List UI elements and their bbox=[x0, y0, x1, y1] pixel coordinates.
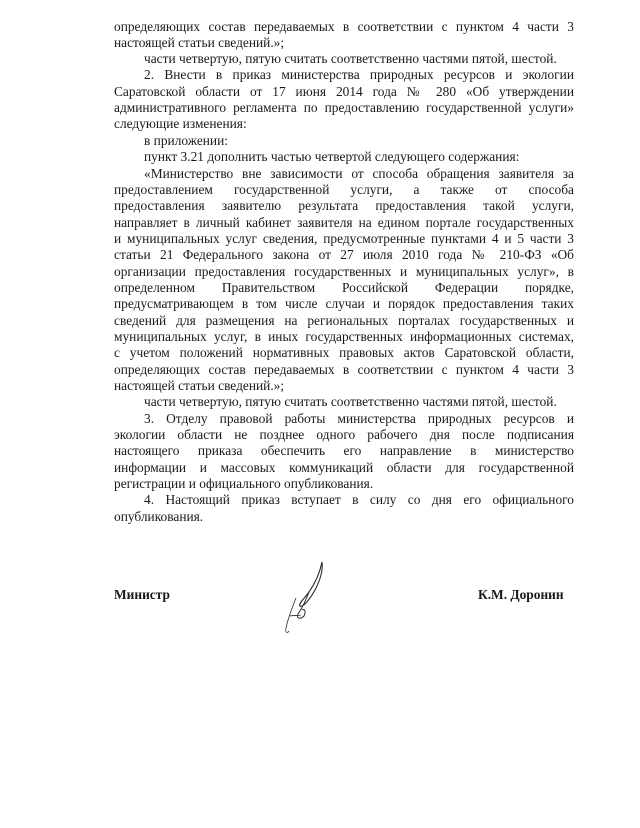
text-line: муниципальных услуг, в иных государственных информационных системах, bbox=[114, 329, 574, 344]
text-line: предусматривающем в том числе случаи и порядок предоставления таких bbox=[114, 296, 574, 311]
text-line: определяющих состав передаваемых в соответствии с пунктом 4 части 3 bbox=[114, 362, 574, 377]
text-line: информации и массовых коммуникаций области для государственной bbox=[114, 460, 574, 475]
text-line: предоставлением государственной услуги, а также от способа bbox=[114, 182, 574, 197]
text-line: организации предоставления государственных и муниципальных услуг», в bbox=[114, 264, 574, 279]
text-line: настоящей статьи сведений.»; bbox=[114, 378, 285, 393]
signer-position: Министр bbox=[114, 587, 170, 602]
text-line: определенном Правительством Российской Федерации порядке, bbox=[114, 280, 574, 295]
text-line: 3. Отделу правовой работы министерства природных ресурсов и bbox=[144, 411, 574, 426]
text-line: регистрации и официального опубликования. bbox=[114, 476, 374, 491]
text-line: опубликования. bbox=[114, 509, 204, 524]
text-line: части четвертую, пятую считать соответственно частями пятой, шестой. bbox=[144, 394, 557, 409]
handwritten-signature bbox=[276, 558, 346, 638]
text-line: Саратовской области от 17 июня 2014 года № 280 «Об утверждении bbox=[114, 84, 574, 99]
text-line: части четвертую, пятую считать соответственно частями пятой, шестой. bbox=[144, 51, 557, 66]
text-line: «Министерство вне зависимости от способа обращения заявителя за bbox=[144, 166, 574, 181]
text-line: направляет в личный кабинет заявителя на едином портале государственных bbox=[114, 215, 574, 230]
text-line: административного регламента по предоставлению государственной услуги» bbox=[114, 100, 574, 115]
signer-name: К.М. Доронин bbox=[478, 587, 564, 602]
text-line: пункт 3.21 дополнить частью четвертой следующего содержания: bbox=[144, 149, 520, 164]
text-line: 2. Внести в приказ министерства природных ресурсов и экологии bbox=[144, 67, 574, 82]
text-line: предоставления заявителю результата предоставления такой услуги, bbox=[114, 198, 574, 213]
text-line: следующие изменения: bbox=[114, 116, 247, 131]
text-line: и муниципальных услуг сведения, предусмотренные пунктами 4 и 5 части 3 bbox=[114, 231, 574, 246]
text-line: настоящего приказа обеспечить его направление в министерство bbox=[114, 443, 574, 458]
text-line: сведений для размещения на региональных порталах государственных и bbox=[114, 313, 574, 328]
text-line: экологии области не позднее одного рабочего дня после подписания bbox=[114, 427, 574, 442]
text-line: с учетом положений нормативных правовых актов Саратовской области, bbox=[114, 345, 574, 360]
text-line: настоящей статьи сведений.»; bbox=[114, 35, 285, 50]
text-line: 4. Настоящий приказ вступает в силу со дня его официального bbox=[144, 492, 574, 507]
text-line: определяющих состав передаваемых в соответствии с пунктом 4 части 3 bbox=[114, 19, 574, 34]
text-line: статьи 21 Федерального закона от 27 июля 2010 года № 210-ФЗ «Об bbox=[114, 247, 574, 262]
text-line: в приложении: bbox=[144, 133, 228, 148]
